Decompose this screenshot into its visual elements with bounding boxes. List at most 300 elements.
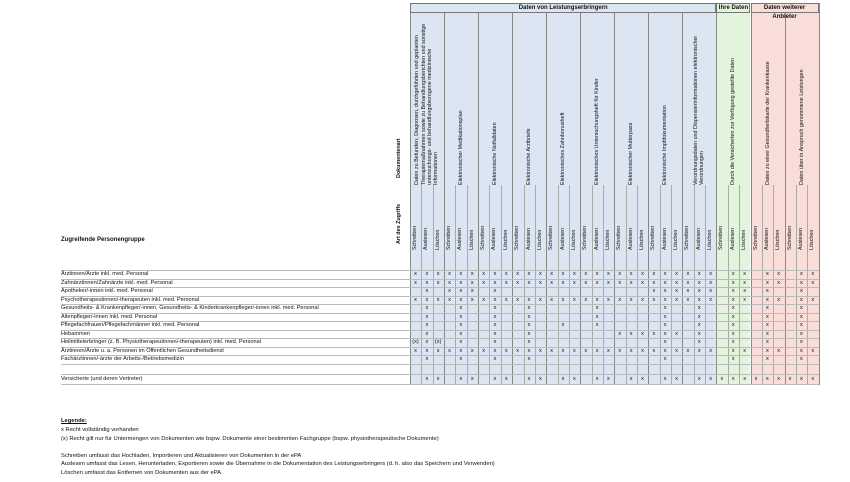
access-mark: x: [675, 288, 678, 294]
access-mark: x: [663, 339, 667, 345]
access-mark: x: [777, 271, 781, 277]
access-mark: x: [765, 279, 769, 286]
row-divider: [61, 384, 819, 385]
access-mark: x: [765, 313, 769, 320]
access-mark: x: [788, 376, 792, 382]
access-mark: x: [493, 330, 497, 337]
operation-header: Schreiben: [684, 225, 691, 250]
access-mark: x: [799, 296, 803, 303]
access-mark: x: [697, 347, 701, 354]
column-divider: [819, 3, 820, 385]
access-mark: x: [470, 288, 474, 294]
access-mark: x: [709, 279, 712, 286]
access-mark: x: [516, 271, 520, 277]
access-mark: x: [709, 296, 712, 303]
access-mark: x: [652, 330, 656, 337]
access-mark: x: [595, 376, 599, 382]
access-mark: x: [709, 271, 712, 277]
access-mark: x: [527, 376, 531, 382]
access-mark: x: [595, 347, 599, 354]
access-mark: x: [731, 376, 735, 382]
access-mark: x: [436, 376, 440, 382]
access-mark: x: [470, 296, 474, 303]
access-mark: x: [731, 271, 735, 277]
access-mark: x: [731, 313, 735, 320]
doc-type-header: Elektronischer Medikationsplan: [457, 110, 464, 185]
access-mark: x: [663, 356, 667, 362]
access-mark: x: [550, 279, 554, 286]
access-mark: x: [595, 296, 599, 303]
legend-title: Legende:: [61, 418, 87, 424]
access-mark: x: [538, 279, 542, 286]
access-mark: x: [493, 288, 497, 294]
access-mark: x: [538, 271, 542, 277]
operation-header: Auslesen: [457, 227, 464, 250]
column-divider: [785, 3, 786, 385]
access-mark: x: [697, 330, 701, 337]
access-mark: x: [527, 330, 531, 337]
operation-header: Auslesen: [695, 227, 702, 250]
access-mark: x: [448, 347, 451, 354]
access-mark: x: [743, 271, 747, 277]
access-mark: x: [765, 288, 769, 294]
access-mark: x: [777, 296, 781, 303]
access-mark: x: [561, 279, 565, 286]
operation-header: Schreiben: [650, 225, 657, 250]
access-mark: x: [425, 356, 429, 362]
operation-header: Löschen: [707, 229, 714, 250]
access-mark: x: [516, 347, 520, 354]
access-mark: x: [765, 322, 769, 328]
access-mark: x: [663, 296, 667, 303]
access-mark: x: [765, 305, 769, 311]
access-mark: x: [595, 313, 599, 320]
access-mark: x: [504, 376, 508, 382]
access-mark: x: [811, 376, 815, 382]
operation-header: Auslesen: [627, 227, 634, 250]
access-mark: x: [731, 339, 735, 345]
access-mark: x: [731, 330, 735, 337]
access-mark: x: [618, 279, 622, 286]
access-mark: x: [663, 313, 667, 320]
access-mark: x: [618, 347, 622, 354]
access-mark: x: [572, 279, 576, 286]
access-mark: x: [641, 347, 644, 354]
access-mark: x: [811, 271, 815, 277]
access-mark: x: [595, 279, 599, 286]
access-mark: x: [527, 296, 531, 303]
access-mark: x: [731, 305, 735, 311]
operation-header: Auslesen: [525, 227, 532, 250]
access-mark: x: [799, 305, 803, 311]
access-mark: x: [493, 339, 497, 345]
row-label: Versicherte (und deren Vertreter): [61, 376, 143, 382]
access-mark: x: [425, 376, 429, 382]
operation-header: Löschen: [673, 229, 680, 250]
access-mark: x: [697, 279, 701, 286]
column-divider: [410, 3, 411, 385]
doc-type-header: Durch die Versicherten zur Verfügung gestellte Daten: [730, 57, 737, 185]
column-divider: [512, 3, 513, 385]
operation-header: Auslesen: [491, 227, 498, 250]
access-mark: x: [697, 339, 701, 345]
access-mark: x: [686, 296, 690, 303]
access-mark: x: [459, 322, 463, 328]
group-header: Daten weiterer Anbieter: [751, 3, 819, 13]
access-mark: x: [470, 279, 474, 286]
row-label: Zahnärztinnen/Zahnärzte inkl. med. Personal: [61, 279, 173, 286]
access-mark: x: [675, 376, 678, 382]
access-mark: x: [799, 347, 803, 354]
access-mark: x: [425, 279, 429, 286]
access-mark: x: [799, 376, 803, 382]
access-mark: x: [652, 288, 656, 294]
column-divider: [444, 3, 445, 385]
column-divider: [751, 3, 752, 385]
access-mark: x: [607, 347, 610, 354]
operation-header: Schreiben: [412, 225, 418, 250]
operation-header: Löschen: [604, 229, 611, 250]
access-mark: x: [584, 347, 588, 354]
access-mark: x: [618, 330, 622, 337]
access-mark: x: [799, 330, 803, 337]
access-mark: x: [663, 305, 667, 311]
access-mark: x: [720, 376, 724, 382]
access-mark: x: [731, 288, 735, 294]
access-mark: x: [675, 279, 678, 286]
access-mark: x: [493, 376, 497, 382]
access-mark: x: [652, 271, 656, 277]
access-mark: x: [448, 271, 451, 277]
row-divider: [61, 313, 819, 314]
access-mark: x: [527, 347, 531, 354]
access-mark: x: [414, 296, 417, 303]
access-mark: x: [527, 313, 531, 320]
access-mark: x: [663, 288, 667, 294]
access-mark: x: [709, 288, 712, 294]
access-mark: x: [777, 279, 781, 286]
access-mark: x: [743, 347, 747, 354]
access-mark: x: [607, 271, 610, 277]
access-mark: x: [425, 339, 429, 345]
group-header: Daten von Leistungserbringern: [410, 3, 716, 13]
access-mark: x: [493, 313, 497, 320]
operation-header: Auslesen: [423, 227, 430, 250]
access-mark: x: [425, 313, 429, 320]
operation-header: Löschen: [775, 229, 782, 250]
doc-type-header: Elektronische Notfalldaten: [491, 122, 498, 185]
access-mark: x: [629, 279, 633, 286]
access-mark: x: [697, 313, 701, 320]
row-label: Gesundheits- & Krankenpfleger/-innen, Gesundheits- & Kinderkrankenpfleger/-innen inkl. med. Personal: [61, 305, 319, 311]
operation-header: Löschen: [536, 229, 543, 250]
access-mark: x: [629, 271, 633, 277]
access-mark: x: [459, 305, 463, 311]
access-mark: x: [777, 347, 781, 354]
access-mark: x: [482, 347, 485, 354]
access-mark: x: [709, 347, 712, 354]
legend-line: Auslesen umfasst das Lesen, Herunterladen, Exportieren sowie die Übernahme in die Dokumentation des Leistungserbringers (d. h. also das Speichern und Verwenden): [61, 461, 495, 467]
access-mark: x: [697, 305, 701, 311]
operation-header: Schreiben: [514, 225, 521, 250]
row-label: Heilmittelerbringer (z. B. Physiotherapeutinnen/-therapeuten) inkl. med. Personal: [61, 339, 261, 345]
access-mark: x: [504, 271, 508, 277]
operation-header: Löschen: [468, 229, 475, 250]
access-mark: x: [493, 296, 497, 303]
operation-header: Schreiben: [616, 225, 623, 250]
access-mark: x: [425, 305, 429, 311]
access-mark: x: [538, 347, 542, 354]
access-mark: x: [697, 376, 701, 382]
access-mark: x: [607, 376, 610, 382]
access-mark: x: [493, 305, 497, 311]
access-mark: x: [504, 347, 508, 354]
access-mark: x: [731, 279, 735, 286]
access-mark: x: [652, 347, 656, 354]
row-label: Hebammen: [61, 330, 90, 337]
access-mark: x: [811, 279, 815, 286]
row-divider: [61, 364, 819, 365]
access-mark: x: [504, 279, 508, 286]
access-mark: x: [448, 296, 451, 303]
access-mark: x: [765, 339, 769, 345]
access-mark: x: [595, 271, 599, 277]
access-mark: x: [629, 330, 633, 337]
access-mark: x: [572, 376, 576, 382]
access-mark: x: [436, 296, 440, 303]
access-mark: x: [470, 376, 474, 382]
access-mark: x: [663, 376, 667, 382]
access-mark: x: [731, 356, 735, 362]
access-mark: x: [572, 271, 576, 277]
access-mark: x: [765, 347, 769, 354]
access-mark: x: [765, 296, 769, 303]
access-mark: x: [459, 279, 463, 286]
row-label: Pflegefachfrauen/Pflegefachmänner inkl. med. Personal: [61, 322, 200, 328]
access-mark: x: [811, 296, 815, 303]
access-mark: x: [459, 356, 463, 362]
operation-header: Schreiben: [548, 225, 555, 250]
access-mark: x: [493, 347, 497, 354]
access-mark: x: [584, 296, 588, 303]
access-mark: x: [629, 376, 633, 382]
access-mark: x: [459, 330, 463, 337]
access-mark: x: [425, 330, 429, 337]
row-divider: [61, 330, 819, 331]
operation-header: Löschen: [809, 229, 816, 250]
access-mark: x: [516, 296, 520, 303]
access-mark: x: [482, 296, 485, 303]
access-mark: x: [811, 347, 815, 354]
legend-line: (x) Recht gilt nur für Untermengen von Dokumenten wie bspw. Dokumente einer bestimmten Fachgruppe (bspw. physiotherapeutische Dokumente): [61, 435, 439, 442]
doc-type-header: Elektronischer Mutterpass: [628, 122, 635, 185]
access-mark: x: [765, 330, 769, 337]
access-mark: x: [743, 288, 747, 294]
access-mark: x: [641, 330, 644, 337]
column-divider: [478, 3, 479, 385]
access-mark: x: [459, 347, 463, 354]
access-mark: x: [686, 347, 690, 354]
operation-header: Schreiben: [718, 225, 725, 250]
access-mark: x: [799, 288, 803, 294]
operation-header: Auslesen: [763, 227, 770, 250]
access-mark: x: [459, 288, 463, 294]
doc-type-header: Elektronische Arztbriefe: [526, 128, 533, 185]
access-mark: x: [686, 288, 690, 294]
operation-header: Auslesen: [797, 227, 804, 250]
access-mark: x: [697, 288, 701, 294]
access-mark: x: [584, 271, 588, 277]
access-mark: x: [629, 296, 633, 303]
access-mark: x: [641, 271, 644, 277]
access-mark: x: [629, 347, 633, 354]
access-mark: x: [538, 296, 542, 303]
access-type-label: Art des Zugriffs: [396, 203, 402, 244]
access-mark: x: [709, 376, 712, 382]
operation-header: Löschen: [741, 229, 748, 250]
access-mark: x: [414, 347, 417, 354]
access-mark: x: [765, 376, 769, 382]
doc-type-header: Verordnungsdaten und Dispensierinformationen elektronischer Verordnungen: [693, 35, 706, 185]
access-mark: x: [572, 347, 576, 354]
access-mark: x: [663, 271, 667, 277]
access-mark: x: [527, 279, 531, 286]
legend-line: Löschen umfasst das Entfernen von Dokumenten aus der ePA: [61, 469, 222, 476]
access-mark: x: [799, 356, 803, 362]
doc-type-header: Daten über in Anspruch genommene Leistungen: [798, 69, 805, 185]
access-mark: x: [675, 296, 678, 303]
operation-header: Auslesen: [559, 227, 566, 250]
row-label: Ärztinnen/Ärzte inkl. med. Personal: [61, 271, 149, 277]
row-label: Ärztinnen/Ärzte u. a. Personen im Öffentlichen Gesundheitsdienst: [61, 347, 224, 354]
access-mark: x: [641, 296, 644, 303]
doc-type-header: Elektronisches Untersuchungsheft für Kinder: [594, 78, 601, 185]
access-mark: x: [459, 271, 463, 277]
access-mark: x: [731, 322, 735, 328]
access-mark: x: [459, 296, 463, 303]
doc-type-header: Elektronische Impfdokumentation: [662, 105, 669, 185]
access-mark: x: [607, 279, 610, 286]
access-mark: x: [550, 296, 554, 303]
access-mark: x: [425, 296, 429, 303]
access-mark: x: [550, 347, 554, 354]
access-mark: x: [743, 296, 747, 303]
row-label: Fachärztinnen/-ärzte der Arbeits-/Betriebsmedizin: [61, 356, 184, 362]
row-label: Apotheker/-innen inkl. med. Personal: [61, 288, 153, 294]
access-mark: x: [663, 322, 667, 328]
access-mark: x: [675, 271, 678, 277]
access-mark: x: [414, 279, 417, 286]
operation-header: Löschen: [434, 229, 441, 250]
access-mark: x: [675, 347, 678, 354]
access-mark: x: [731, 296, 735, 303]
access-mark: x: [482, 271, 485, 277]
operation-header: Schreiben: [582, 225, 589, 250]
access-mark: x: [663, 330, 667, 337]
operation-header: Schreiben: [480, 225, 487, 250]
access-mark: x: [561, 322, 565, 328]
operation-header: Schreiben: [752, 225, 759, 250]
access-mark: x: [799, 313, 803, 320]
access-mark: x: [743, 279, 747, 286]
access-mark: x: [731, 347, 735, 354]
access-mark: x: [538, 376, 542, 382]
access-mark: x: [527, 322, 531, 328]
access-mark: x: [652, 296, 656, 303]
access-mark: x: [482, 279, 485, 286]
access-mark: x: [607, 296, 610, 303]
access-mark: x: [652, 279, 656, 286]
row-label: Altenpfleger/-innen inkl. med. Personal: [61, 313, 158, 320]
access-mark: x: [493, 356, 497, 362]
legend-line: Schreiben umfasst das Hochladen, Importieren und Aktualisieren von Dokumenten in der ePA: [61, 452, 302, 459]
access-mark: x: [618, 296, 622, 303]
doc-type-label: Dokumentenart: [396, 138, 402, 178]
doc-type-header: Daten zu einer Gesundheitskarte der Krankenkasse: [764, 61, 771, 185]
row-label: Psychotherapeutinnen/-therapeuten inkl. med. Personal: [61, 296, 200, 303]
access-mark: x: [527, 271, 531, 277]
operation-header: Schreiben: [446, 225, 453, 250]
access-mark: x: [799, 271, 803, 277]
access-mark: x: [516, 279, 520, 286]
access-mark: x: [675, 330, 678, 337]
access-mark: x: [550, 271, 554, 277]
access-mark: x: [663, 279, 667, 286]
access-mark: x: [561, 296, 565, 303]
access-mark: x: [697, 322, 701, 328]
access-mark: x: [743, 376, 747, 382]
access-mark: x: [765, 271, 769, 277]
access-mark: x: [414, 271, 417, 277]
operation-header: Auslesen: [661, 227, 668, 250]
access-mark: x: [697, 271, 701, 277]
access-mark: x: [799, 339, 803, 345]
access-mark: x: [641, 376, 644, 382]
operation-header: Löschen: [502, 229, 509, 250]
access-mark: x: [765, 356, 769, 362]
access-mark: x: [799, 322, 803, 328]
access-mark: x: [459, 376, 463, 382]
operation-header: Auslesen: [593, 227, 600, 250]
access-mark: x: [470, 347, 474, 354]
access-mark: x: [493, 322, 497, 328]
access-mark: x: [686, 271, 690, 277]
access-mark: (x): [412, 339, 419, 345]
doc-type-header: Elektronisches Zahnbonusheft: [560, 112, 567, 185]
access-mark: x: [663, 347, 667, 354]
access-mark: x: [459, 313, 463, 320]
access-mark: x: [527, 305, 531, 311]
access-mark: x: [754, 376, 758, 382]
access-mark: x: [595, 305, 599, 311]
operation-header: Auslesen: [729, 227, 736, 250]
access-mark: x: [572, 296, 576, 303]
access-mark: x: [561, 347, 565, 354]
access-mark: x: [425, 347, 429, 354]
operation-header: Schreiben: [786, 225, 793, 250]
access-mark: x: [584, 279, 588, 286]
access-mark: x: [504, 296, 508, 303]
access-mark: x: [436, 347, 440, 354]
legend-line: x Recht vollständig vorhanden: [61, 427, 139, 433]
access-mark: x: [595, 322, 599, 328]
operation-header: Löschen: [570, 229, 577, 250]
access-mark: x: [527, 339, 531, 345]
group-header: Ihre Daten: [716, 3, 750, 13]
access-mark: x: [493, 271, 497, 277]
access-mark: x: [697, 296, 701, 303]
access-mark: x: [425, 288, 429, 294]
